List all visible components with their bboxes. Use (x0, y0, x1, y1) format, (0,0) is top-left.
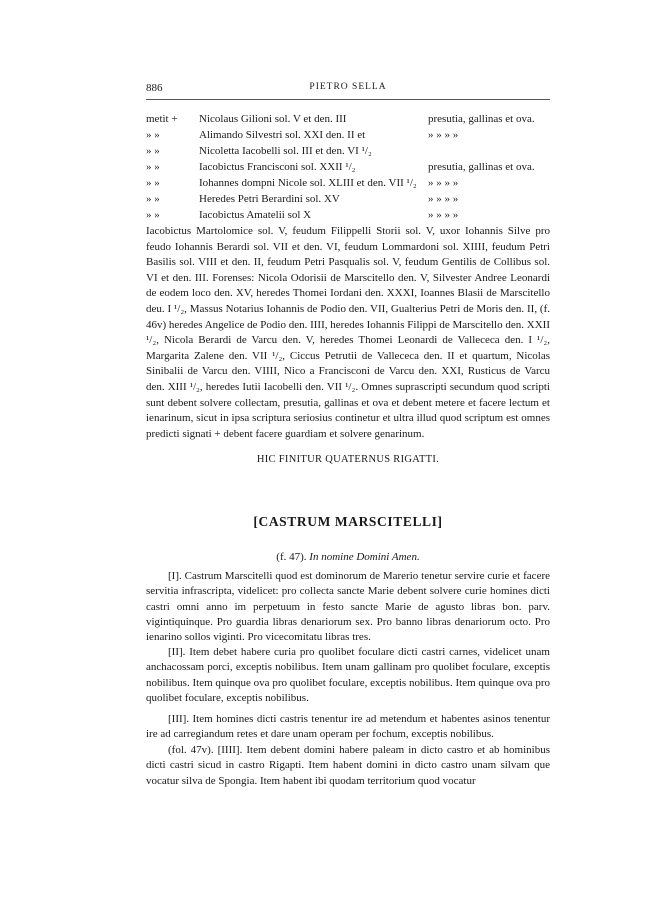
paragraph-4: (fol. 47v). [IIII]. Item debent domini habere paleam in dicto castro et ab hominibus dicti castri sicud in castro Rigapti. Item habent domini in dicto castro unam silvam que vocatur silva de Spongia. Item habent ibi quodam territorium quod vocatur (146, 744, 550, 787)
paragraph-3: [III]. Item homines dicti castris tenentur ire ad metendum et habentes asinos tenentur ire ad carregiandum retes et dare unam operam per fochum, exceptis nobilibus. (146, 713, 550, 741)
list-name: Nicolaus Gilioni sol. V et den. III (199, 113, 347, 125)
list-item (146, 160, 566, 175)
list-lead: » » (146, 129, 160, 141)
running-title: PIETRO SELLA (309, 82, 387, 92)
list-item (146, 192, 566, 207)
invocation: In nomine Domini Amen. (309, 551, 420, 563)
main-paragraph: Iacobictus Martolomice sol. V, feudum Filippelli Storii sol. V, uxor Iohannis Silve pro feudo Iohannis Berardi sol. VII et den. VI, feudum Lommardoni sol. XIIII, feudum Petri Basilis sol. VIII et den. II, feudum Petri Pasqualis sol. V, feudum Gentilis de Collibus sol. VI et den. III. Forenses: Nicola Odorisii de Marscitello den. V, Silvester Andree Leonardi de eodem loco den. XV, heredes Thomei Iordani den. XXXI, Ioannes Blasii de Marscitello deu. I ¹/₂, Massus Notarius Iohannis de Podio den. VII, Gualterius Petri de Moris den. II, (f. 46v) heredes Angelice de Podio den. IIII, heredes Iohannis Filippi de Marscitello den. XXII ¹/₂, Nicola Berardi de Varcu den. V, heredes Thomei Leonardi de Vallececa den. I ¹/₂, Margarita Zalene den. VII ¹/₂, Ciccus Petrutii de Vallececa den. II et quartum, Nicolas Sinibalii de Varcu den. VIIII, Nico a Francisconi de Varcu den. XXI, Rusticus de Varcu den. XIII ¹/₂, heredes Iutii Iacobelli den. VII ¹/₂. Omnes suprascripti secundum quod scripti sunt debent solvere collectam, presutia, gallinas et ova et debent metere et facere lectum et ienarinum, sicut in ipsa scriptura seriosius continetur et ultra illud quod scriptum est omnes predicti signati + debent facere guardiam et solvere genarinum. (146, 225, 550, 440)
page-header (146, 82, 550, 96)
list-name: Alimando Silvestri sol. XXI den. II et (199, 129, 366, 141)
closing-line: HIC FINITUR QUATERNUS RIGATTI. (256, 454, 440, 465)
list-lead: » » (146, 145, 160, 157)
list-name: Iacobictus Francisconi sol. XXII ¹/₂ (199, 161, 356, 173)
list-name: Iacobictus Amatelii sol X (199, 209, 312, 221)
list-due: » » » » (428, 209, 459, 221)
paragraph-1: [I]. Castrum Marscitelli quod est dominorum de Marerio tenetur servire curie et facere servitia infrascripta, videlicet: pro collecta sancte Marie debent solvere curie homines dicti castri omni anno im perpetuum in festo sancte Marie de agusto libras bon. parv. vigintiquinque. Pro guardia libras denariorum sex. Pro banno libras denariorum octo. Pro ienarino sollos viginti. Pro vicecomitatu libras tres. (146, 570, 550, 644)
list-due: presutia, gallinas et ova. (428, 161, 535, 173)
list-lead: metit + (146, 113, 178, 125)
paragraph-2: [II]. Item debet habere curia pro quolibet foculare dicti castri carnes, videlicet unam anchacossam porci, exceptis nobilibus. Item unam gallinam pro quolibet foculare, exceptis nobilibus. Item quinque ova pro quolibet foculare, exceptis nobilibus. Item quinque ova pro quolibet foculare, exceptis nobilibus. (146, 646, 550, 704)
list-item (146, 208, 566, 223)
list-lead: » » (146, 161, 160, 173)
list-name: Heredes Petri Berardini sol. XV (199, 193, 340, 205)
list-item (146, 112, 566, 127)
list-due: » » » » (428, 193, 459, 205)
folio-reference: (f. 47). (276, 551, 307, 563)
page-number: 886 (146, 82, 163, 94)
header-rule (146, 99, 550, 100)
list-item (146, 128, 566, 143)
list-lead: » » (146, 177, 160, 189)
list-due: » » » » (428, 129, 459, 141)
list-due: presutia, gallinas et ova. (428, 113, 535, 125)
list-lead: » » (146, 193, 160, 205)
section-title: [CASTRUM MARSCITELLI] (253, 514, 443, 529)
list-lead: » » (146, 209, 160, 221)
list-item (146, 144, 566, 159)
list-name: Nicoletta Iacobelli sol. III et den. VI ¹/₂ (199, 145, 372, 157)
section-reference (146, 551, 550, 563)
list-name: Iohannes dompni Nicole sol. XLIII et den. VII ¹/₂ (199, 177, 417, 189)
list-due: » » » » (428, 177, 459, 189)
list-item (146, 176, 566, 191)
